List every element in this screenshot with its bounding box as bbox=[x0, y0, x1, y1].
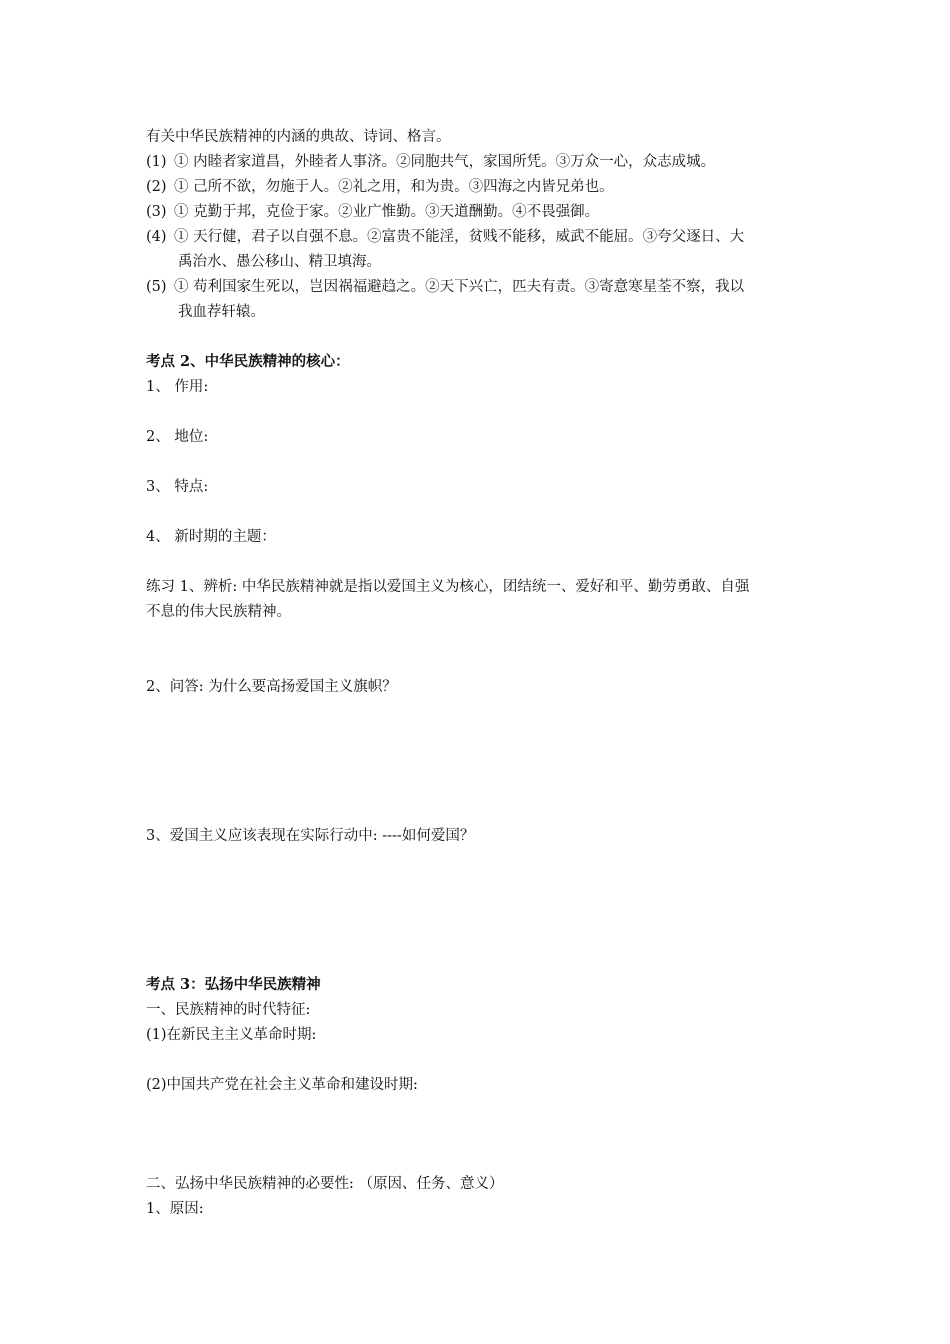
item-text: ① 内睦者家道昌，外睦者人事济。②同胞共气，家国所凭。③万众一心，众志成城。 bbox=[174, 154, 716, 170]
exercise-1-line-1: 练习 1、辨析: 中华民族精神就是指以爱国主义为核心，团结统一、爱好和平、勤劳勇敢、自强 bbox=[146, 579, 750, 595]
list-item-5-continuation: 我血荐轩辕。 bbox=[178, 304, 265, 320]
item-text: ① 克勤于邦，克俭于家。②业广惟勤。③天道酬勤。④不畏强御。 bbox=[174, 204, 600, 220]
item-text: ① 己所不欲，勿施于人。②礼之用，和为贵。③四海之内皆兄弟也。 bbox=[174, 179, 614, 195]
subsection-2-item-1: 1、原因: bbox=[146, 1201, 204, 1217]
question-1: 1、 作用: bbox=[146, 379, 209, 395]
section-3-heading: 考点 3：弘扬中华民族精神 bbox=[146, 976, 321, 993]
item-text: ① 天行健，君子以自强不息。②富贵不能淫，贫贱不能移，威武不能屈。③夸父逐日、大 bbox=[174, 229, 745, 245]
item-number: (4) bbox=[146, 229, 167, 245]
question-4: 4、 新时期的主题： bbox=[146, 529, 276, 545]
exercise-1-line-2: 不息的伟大民族精神。 bbox=[146, 604, 291, 620]
item-number: (1) bbox=[146, 154, 167, 170]
subsection-1-title: 一、民族精神的时代特征: bbox=[146, 1002, 311, 1018]
exercise-2: 2、问答: 为什么要高扬爱国主义旗帜？ bbox=[146, 679, 397, 695]
subsection-2-title: 二、弘扬中华民族精神的必要性: （原因、任务、意义） bbox=[146, 1176, 504, 1192]
list-item-1 bbox=[146, 152, 715, 172]
section-2-heading: 考点 2、中华民族精神的核心： bbox=[146, 353, 350, 370]
question-3: 3、 特点: bbox=[146, 479, 209, 495]
item-number: (2) bbox=[146, 179, 167, 195]
subsection-1-item-2: (2)中国共产党在社会主义革命和建设时期: bbox=[146, 1077, 418, 1093]
list-item-3 bbox=[146, 202, 599, 222]
list-item-5 bbox=[146, 277, 744, 297]
subsection-1-item-1: (1)在新民主主义革命时期: bbox=[146, 1027, 317, 1043]
item-text: ① 苟利国家生死以，岂因祸福避趋之。②天下兴亡，匹夫有责。③寄意寒星荃不察，我以 bbox=[174, 279, 745, 295]
question-2: 2、 地位: bbox=[146, 429, 209, 445]
intro-text: 有关中华民族精神的内涵的典故、诗词、格言。 bbox=[146, 129, 451, 145]
list-item-4 bbox=[146, 227, 744, 247]
item-number: (5) bbox=[146, 279, 167, 295]
item-number: (3) bbox=[146, 204, 167, 220]
list-item-2 bbox=[146, 177, 614, 197]
list-item-4-continuation: 禹治水、愚公移山、精卫填海。 bbox=[178, 254, 381, 270]
exercise-3: 3、爱国主义应该表现在实际行动中: ----如何爱国？ bbox=[146, 828, 475, 844]
